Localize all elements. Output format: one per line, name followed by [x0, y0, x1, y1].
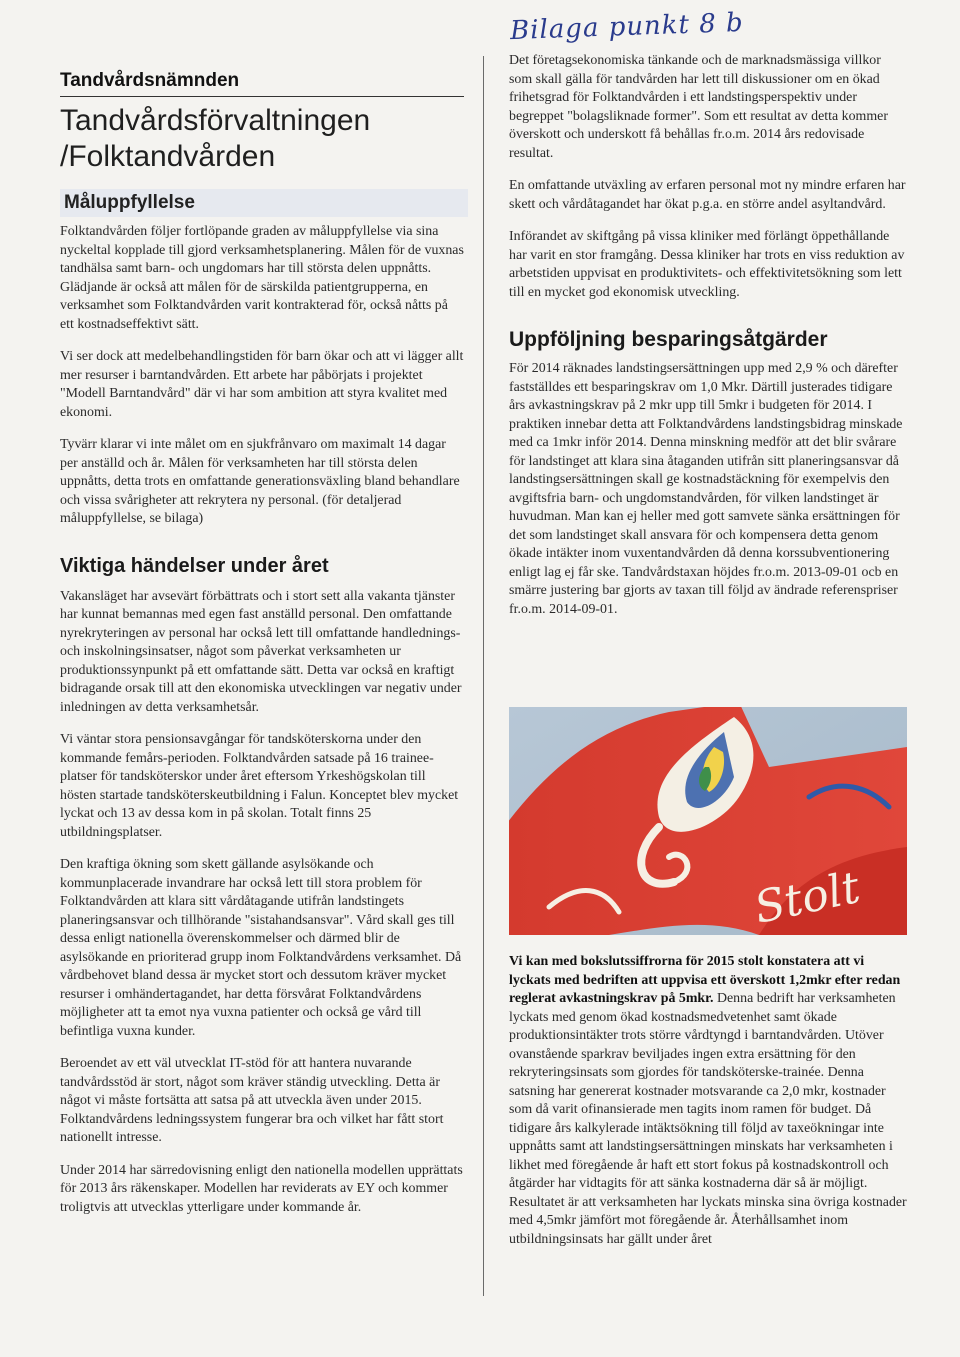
- caption-bold: Vi kan med bokslutssiffrorna för 2015 stolt konstatera att vi lyckats med bedriften att uppvisa ett överskott 1,2mkr efter redan reglerat avkastningskrav på 5mkr.: [509, 954, 901, 1006]
- department-heading: Tandvårdsnämnden: [60, 70, 464, 97]
- paragraph: Det företagsekonomiska tänkande och de marknadsmässiga villkor som skall gälla för tandvården har lett till diskussioner om en ökad frihetsgrad för Folktandvården i ett landstingsperspektiv under begreppet "bolagsliknade former". Som ett resultat av detta kommer överskott och underskott få behållas fr.o.m. 2014 års redovisade resultat.: [509, 53, 888, 161]
- paragraph: Vi väntar stora pensionsavgångar för tandsköterskorna under den kommande femårs-perioden. Folktandvården satsade på 16 trainee-platser för tandsköterskor under året eftersom Yrkeshögskolan till hösten startade tandsköterskeutbildning i Falun. Konceptet blev mycket lyckat och 13 av dessa kom in på skolan. Totalt finns 25 utbildningsplatser.: [60, 732, 459, 840]
- page-title: [60, 103, 464, 175]
- paragraph: För 2014 räknades landstingsersättningen upp med 2,9 % och därefter fastställdes ett besparingskrav om 1,0 Mkr. Därtill justerades tidigare års avkastningskrav på 2 mkr upp till 5mkr i budgeten för 2014. I praktiken innebar detta att Folktandvårdens landstingsbidrag minskade med ca 1mkr inför 2014. Denna minskning medför att det blir svårare för landstinget att klara sina åtaganden utifrån sitt planeringsansvar då landstingsersättningen skall ge kostnadstäckning för exempelvis den avgiftsfria barn- och ungdomstandvården, för vilken landstinget är huvudman. Man kan ej heller med gott samvete sänka ersättningen för det som landstinget skall ansvara för och kompensera detta genom ökade intäkter inom vuxentandvården då denna korssubventionering enligt lag ej får ske. Tandvårdstaxan höjdes fr.o.m. 2013-09-01 ocb en smärre justering bar gjorts av taxan till följd av ändrade referenspriser fr.o.m. 2014-09-01.: [509, 361, 903, 617]
- image-lettering: Stolt: [750, 861, 865, 934]
- caption-paragraph: [509, 953, 907, 1249]
- section-heading-uppfoljning: Uppföljning besparingsåtgärder: [509, 328, 828, 351]
- image-caption: [509, 953, 907, 1249]
- dala-horse-photo: [509, 707, 907, 935]
- right-column: [509, 52, 907, 633]
- left-column: [60, 70, 464, 1231]
- column-divider: [483, 56, 484, 1296]
- title-line-2: /Folktandvården: [60, 140, 276, 173]
- paragraph: Tyvärr klarar vi inte målet om en sjukfrånvaro om maximalt 14 dagar per anställd och år. Målen för verksamheten har till största delen uppnåtts, detta trots en omfattande generationsväxling bland behandlare och vissa svårigheter att rekrytera ny personal. (för detaljerad måluppfyllelse, se bilaga): [60, 437, 460, 526]
- paragraph: Folktandvården följer fortlöpande graden av måluppfyllelse via sina nyckeltal kopplade till gjord verksamhetsplanering. Målen för de vuxnas tandhälsa samt barn- och ungdomars har till största delen uppnåtts. Glädjande är också att målen för de särskilda patientgrupperna, en verksamhet som Folktandvården varit kontrakterad för, också nåtts på ett kostnadseffektivt sätt.: [60, 224, 464, 332]
- paragraph: Vi ser dock att medelbehandlingstiden för barn ökar och att vi lägger allt mer resurser i barntandvården. Ett arbete har påbörjats i projektet "Modell Barntandvård" där vi har som ambition att styra kvalitet med ekonomi.: [60, 349, 464, 420]
- paragraph: Beroendet av ett väl utvecklat IT-stöd för att hantera nuvarande tandvårdsstöd är stort, något som kräver ständig utveckling. Detta är något vi måste fortsätta att satsa på att utveckla även under 2015. Folktandvårdens ledningssystem fungerar bra och vilket har fått stort nationellt intresse.: [60, 1056, 444, 1145]
- title-line-1: Tandvårdsförvaltningen: [60, 104, 371, 137]
- paragraph: Under 2014 har särredovisning enligt den nationella modellen upprättats för 2013 års räkenskaper. Modellen har reviderats av EY och kommer troligtvis att utvecklas ytterligare under kommande år.: [60, 1162, 463, 1215]
- caption-rest: Denna bedrift har verksamheten lyckats med genom ökad kostnadsmedvetenhet samt ökade produktionsintäkter trots större vårdtyngd i barntandvården. Utöver ovanstående sparkrav beviljades ingen extra ersättning för den rekryteringsinsats som gjordes för tandsköterske-trainée. Denna satsning har genererat kostnader motsvarande ca 2,0 mkr, kostnader som då varit ofinansierade men tagits inom ramen för budget. Då tidigare års kalkylerade intäktsökning till följd av taxeökningar inte uppnåtts samt att landstingsersättningen minskats har verksamheten i likhet med föregående år haft ett stort fokus på kostnadskontroll och åtgärder har vidtagits för att sänka kostnaderna där så är möjligt. Resultatet är att verksamheten har lyckats minska sina övriga kostnader med 4,5mkr jämfört mot föregående år. Återhållsamhet inom utbildningsinsats har gällt under året: [509, 991, 907, 1247]
- paragraph: Den kraftiga ökning som skett gällande asylsökande och kommunplacerade invandrare har också lett till stora problem för Folktandvården att klara sitt vårdåtagande utifrån landstingets planeringsansvar och tillhörande "sistahandsansvar". Vård skall ges till dessa enligt nationella överenskommelser och därmed blir de asylsökande en prioriterad grupp inom Folktandvårdens verksamhet. Då vårdbehovet bland dessa är mycket stort och dessutom kräver mycket resurser i omhändertagandet, har detta försvårat Folktandvårdens möjligheter att ta emot nya vuxna patienter och också ge vård till befintliga vuxna kunder.: [60, 857, 462, 1039]
- paragraph: En omfattande utväxling av erfaren personal mot ny mindre erfaren har skett och vårdåtagandet har ökat p.g.a. en större andel asyltandvård.: [509, 178, 906, 212]
- section-heading-viktiga-handelser: Viktiga händelser under året: [60, 554, 329, 577]
- paragraph: Införandet av skiftgång på vissa kliniker med förlängt öppethållande har varit en stor framgång. Dessa kliniker har trots en viss reduktion av arbetstiden uppvisat en produktivitets- och effektivitetsökning som lett till en mycket god ekonomisk utveckling.: [509, 229, 905, 300]
- section-heading-maluppfyllelse: Måluppfyllelse: [60, 189, 468, 217]
- handwritten-annotation: Bilaga punkt 8 b: [509, 7, 745, 47]
- paragraph: Vakansläget har avsevärt förbättrats och i stort sett alla vakanta tjänster har kunnat bemannas med egen fast anställd personal. Den omfattande nyrekryteringen av personal har också lett till omfattande handlednings- och inskolningsinsatser, något som påverkat verksamheten ur produktionssynpunkt på ett omfattande sätt. Detta var också en kraftigt bidragande orsak till att den ekonomiska utvecklingen var negativ under inledningen av detta verksamhetsår.: [60, 588, 462, 715]
